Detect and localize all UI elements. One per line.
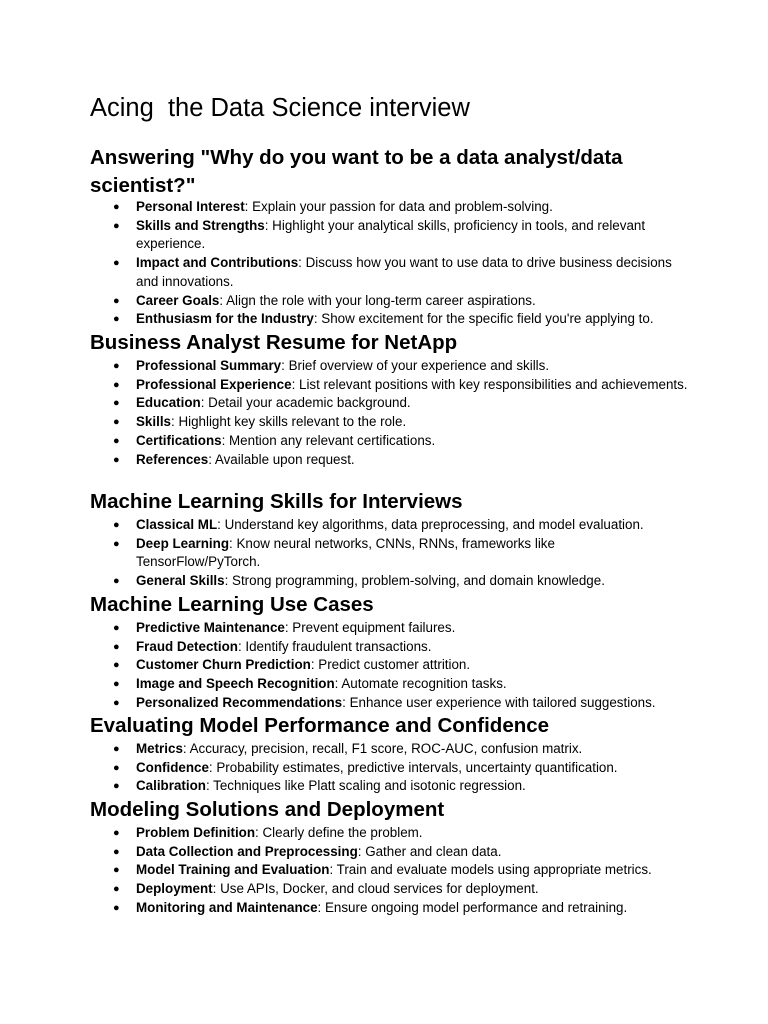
bullet-icon: ● [113, 845, 120, 858]
bullet-icon: ● [113, 378, 120, 391]
section-list-model-performance [90, 740, 690, 796]
list-item: ● Confidence: Probability estimates, predictive intervals, uncertainty quantification. [90, 759, 690, 778]
bullet-icon: ● [113, 883, 120, 896]
section-heading-why-data-scientist: Answering "Why do you want to be a data analyst/data scientist?" [90, 146, 623, 197]
bullet-icon: ● [113, 678, 120, 691]
list-item: ● Enthusiasm for the Industry: Show excitement for the specific field you're applying to. [90, 310, 690, 329]
section-heading-model-performance: Evaluating Model Performance and Confidence [90, 714, 550, 737]
list-item: ● Deep Learning: Know neural networks, CNNs, RNNs, frameworks like TensorFlow/PyTorch. [113, 535, 555, 570]
bullet-icon: ● [113, 453, 120, 466]
list-item: ● General Skills: Strong programming, problem-solving, and domain knowledge. [90, 572, 690, 591]
list-item: ● Career Goals: Align the role with your long-term career aspirations. [90, 292, 690, 311]
bullet-icon: ● [113, 397, 120, 410]
list-item: ● Data Collection and Preprocessing: Gather and clean data. [90, 843, 690, 862]
list-item: ● References: Available upon request. [90, 451, 690, 470]
list-item: ● Personal Interest: Explain your passion for data and problem-solving. [90, 198, 690, 217]
bullet-icon: ● [113, 659, 120, 672]
bullet-icon: ● [113, 257, 120, 270]
list-item: ● Metrics: Accuracy, precision, recall, F1 score, ROC-AUC, confusion matrix. [90, 740, 690, 759]
bullet-icon: ● [113, 360, 120, 372]
bullet-icon: ● [113, 827, 120, 839]
section-list-modeling-deployment [90, 824, 690, 918]
bullet-icon: ● [113, 416, 120, 429]
section-list-ml-skills [90, 516, 690, 591]
list-item: ● Predictive Maintenance: Prevent equipment failures. [90, 619, 690, 638]
list-item: ● Monitoring and Maintenance: Ensure ongoing model performance and retraining. [90, 899, 690, 918]
bullet-icon: ● [113, 219, 120, 232]
bullet-icon: ● [113, 864, 120, 877]
list-item: ● Customer Churn Prediction: Predict customer attrition. [90, 656, 690, 675]
bullet-icon: ● [113, 537, 120, 550]
list-item: ● Professional Summary: Brief overview of your experience and skills. [90, 357, 690, 376]
section-heading-ml-use-cases: Machine Learning Use Cases [90, 593, 374, 616]
bullet-icon: ● [113, 294, 120, 307]
bullet-icon: ● [113, 201, 120, 213]
list-item: ● Model Training and Evaluation: Train and evaluate models using appropriate metrics. [90, 861, 690, 880]
bullet-icon: ● [113, 640, 120, 653]
section-list-why-data-scientist [90, 198, 690, 329]
bullet-icon: ● [113, 434, 120, 447]
list-item: ● Impact and Contributions: Discuss how you want to use data to drive business decisions and innovations. [113, 255, 672, 289]
list-item: ● Personalized Recommendations: Enhance user experience with tailored suggestions. [90, 694, 690, 713]
bullet-icon: ● [113, 313, 120, 326]
list-item: ● Skills and Strengths: Highlight your analytical skills, proficiency in tools, and relevant experience. [113, 217, 646, 252]
bullet-icon: ● [113, 519, 120, 531]
section-list-resume [90, 357, 690, 469]
list-item: ● Problem Definition: Clearly define the problem. [90, 824, 690, 843]
list-item: ● Skills: Highlight key skills relevant to the role. [90, 413, 690, 432]
bullet-icon: ● [113, 901, 120, 914]
list-item: ● Fraud Detection: Identify fraudulent transactions. [90, 638, 690, 657]
list-item: ● Professional Experience: List relevant positions with key responsibilities and achievements. [90, 376, 690, 395]
document-title: Acing the Data Science interview [90, 94, 470, 122]
bullet-icon: ● [113, 696, 120, 709]
section-list-ml-use-cases [90, 619, 690, 713]
bullet-icon: ● [113, 761, 120, 774]
section-heading-ml-skills: Machine Learning Skills for Interviews [90, 490, 463, 513]
section-heading-modeling-deployment: Modeling Solutions and Deployment [90, 798, 445, 821]
list-item: ● Certifications: Mention any relevant certifications. [90, 432, 690, 451]
list-item: ● Classical ML: Understand key algorithms, data preprocessing, and model evaluation. [90, 516, 690, 535]
list-item: ● Calibration: Techniques like Platt scaling and isotonic regression. [90, 777, 690, 796]
bullet-icon: ● [113, 575, 120, 588]
list-item: ● Education: Detail your academic background. [90, 394, 690, 413]
bullet-icon: ● [113, 780, 120, 793]
list-item: ● Image and Speech Recognition: Automate recognition tasks. [90, 675, 690, 694]
list-item: ● Deployment: Use APIs, Docker, and cloud services for deployment. [90, 880, 690, 899]
section-heading-resume: Business Analyst Resume for NetApp [90, 331, 458, 354]
bullet-icon: ● [113, 743, 120, 755]
bullet-icon: ● [113, 622, 120, 634]
